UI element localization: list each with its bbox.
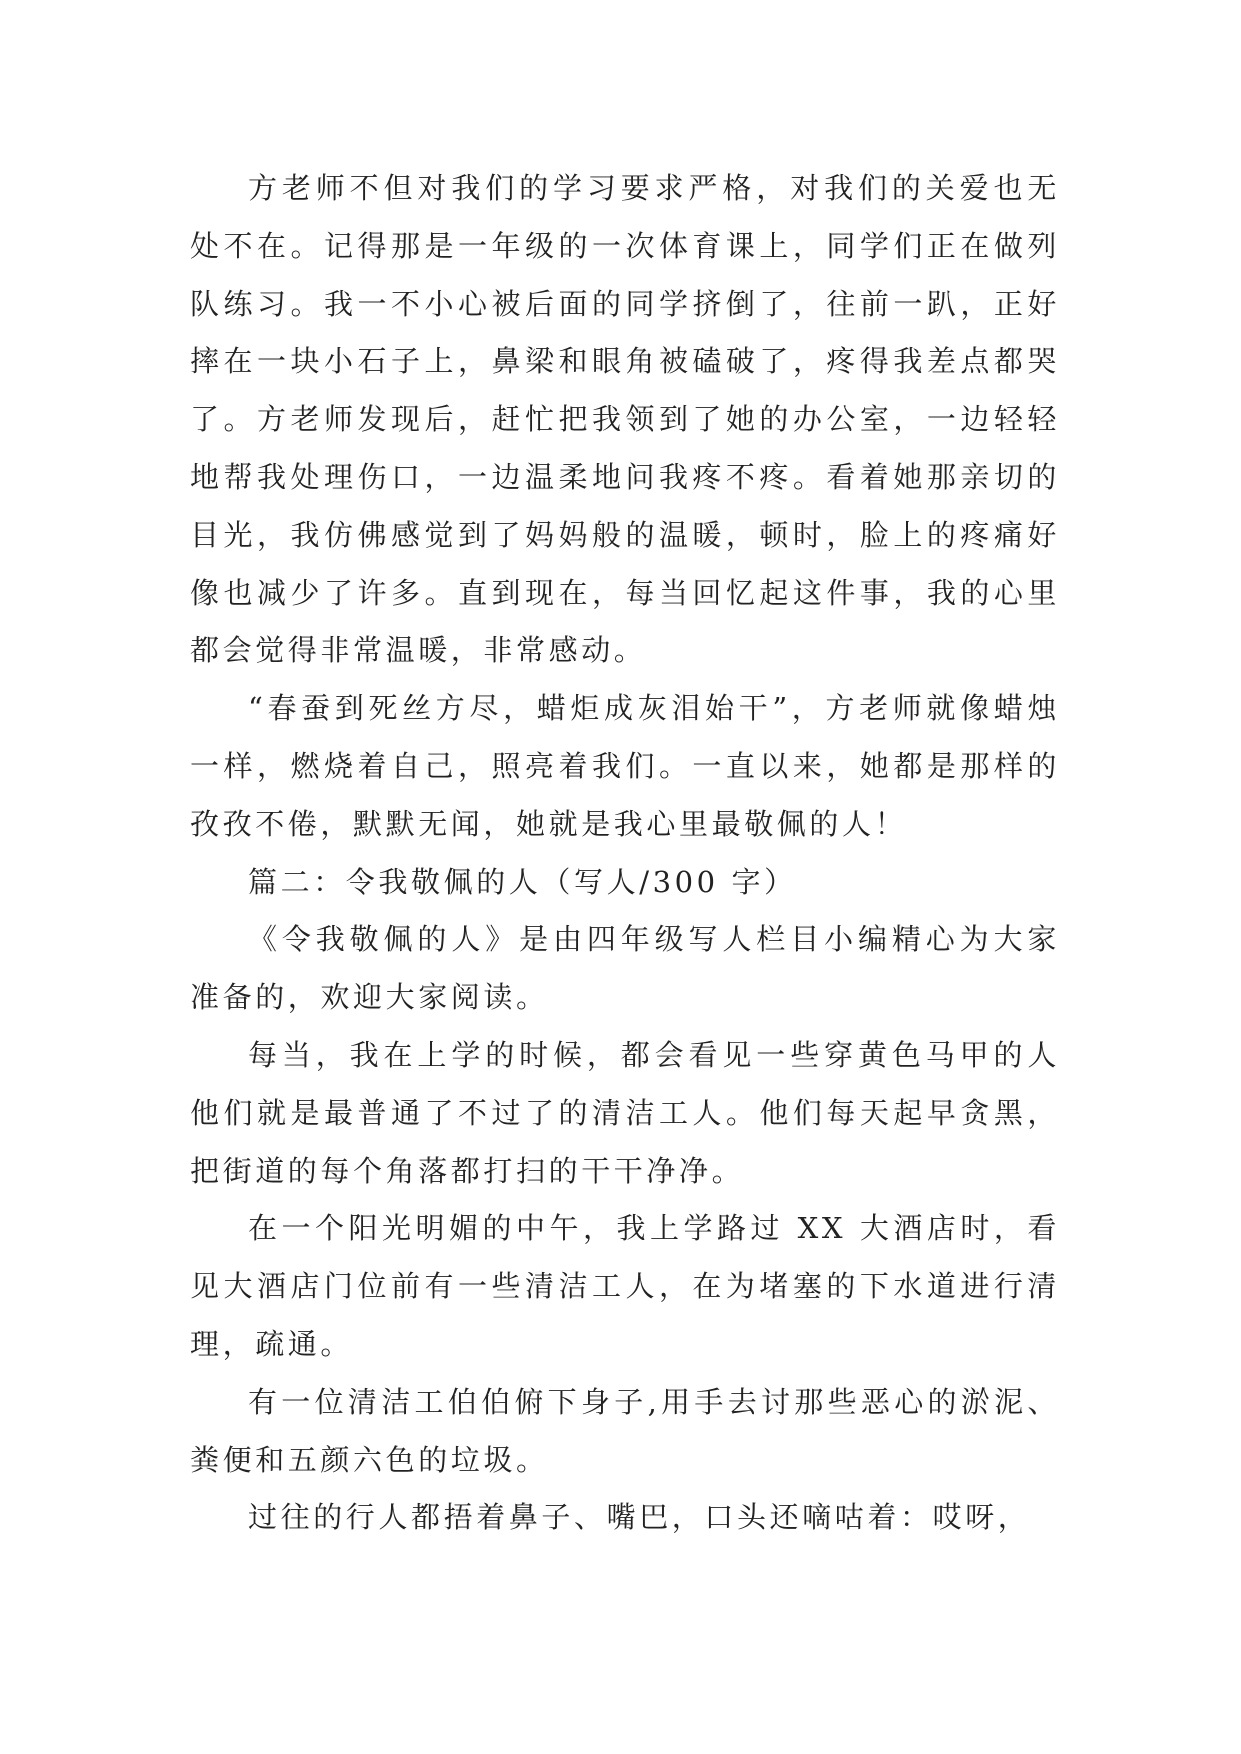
document-body — [190, 160, 1060, 1547]
section-heading: 篇二：令我敬佩的人（写人/300 字） — [248, 864, 797, 899]
paragraph-worker: 有一位清洁工伯伯俯下身子,用手去讨那些恶心的淤泥、粪便和五颜六色的垃圾。 — [190, 1384, 1060, 1477]
paragraph-intro: 《令我敬佩的人》是由四年级写人栏目小编精心为大家准备的，欢迎大家阅读。 — [190, 922, 1060, 1015]
paragraph-candle-quote: “春蚕到死丝方尽，蜡炬成灰泪始干”，方老师就像蜡烛一样，燃烧着自己，照亮着我们。一直以来，她都是那样的孜孜不倦，默默无闻，她就是我心里最敬佩的人！ — [190, 691, 1060, 841]
paragraph-teacher-care: 方老师不但对我们的学习要求严格，对我们的关爱也无处不在。记得那是一年级的一次体育课上，同学们正在做列队练习。我一不小心被后面的同学挤倒了，往前一趴，正好摔在一块小石子上，鼻梁和眼角被磕破了，疼得我差点都哭了。方老师发现后，赶忙把我领到了她的办公室，一边轻轻地帮我处理伤口，一边温柔地问我疼不疼。看着她那亲切的目光，我仿佛感觉到了妈妈般的温暖，顿时，脸上的疼痛好像也减少了许多。直到现在，每当回忆起这件事，我的心里都会觉得非常温暖，非常感动。 — [190, 171, 1060, 668]
paragraph-passersby: 过往的行人都捂着鼻子、嘴巴，口头还嘀咕着：哎呀， — [248, 1500, 1031, 1535]
paragraph-cleaners: 每当，我在上学的时候，都会看见一些穿黄色马甲的人他们就是最普通了不过了的清洁工人。他们每天起早贪黑，把街道的每个角落都打扫的干干净净。 — [190, 1037, 1060, 1188]
paragraph-hotel: 在一个阳光明媚的中午，我上学路过 XX 大酒店时，看见大酒店门位前有一些清洁工人，在为堵塞的下水道进行清理，疏通。 — [190, 1211, 1060, 1361]
